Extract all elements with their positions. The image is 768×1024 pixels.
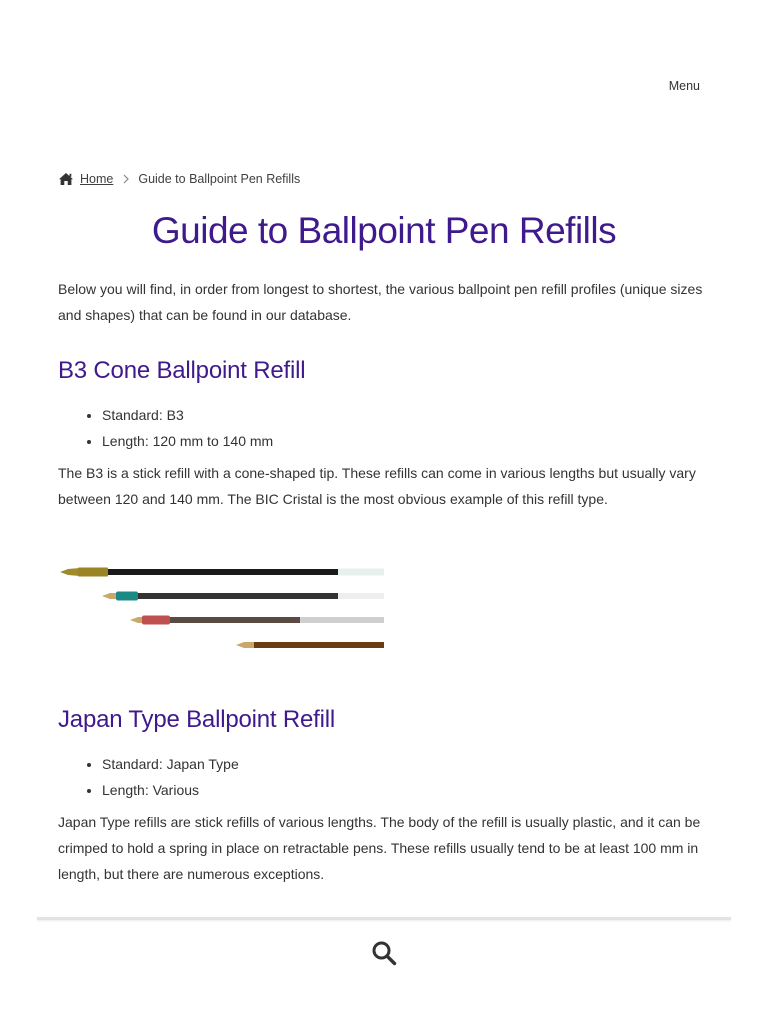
breadcrumb	[58, 172, 300, 186]
intro-paragraph: Below you will find, in order from longest to shortest, the various ballpoint pen refill profiles (unique sizes and shapes) that can be found in our database.	[58, 281, 703, 323]
section-description-b3: The B3 is a stick refill with a cone-shaped tip. These refills can come in various lengths but usually vary between 120 and 140 mm. The BIC Cristal is the most obvious example of this refill type.	[58, 465, 696, 507]
b3-refills-image	[58, 560, 388, 670]
section-title-japan: Japan Type Ballpoint Refill	[58, 706, 335, 733]
refill-4	[236, 642, 384, 648]
section-title-b3: B3 Cone Ballpoint Refill	[58, 357, 306, 384]
section-description-japan: Japan Type refills are stick refills of various lengths. The body of the refill is usually plastic, and it can be crimped to hold a spring in place on retractable pens. These refills usually tend to be at least 100 mm in length, but there are numerous exceptions.	[58, 814, 701, 882]
breadcrumb-home-link[interactable]: Home	[80, 172, 114, 186]
spec-list-b3	[58, 402, 710, 454]
spec-item: • Length: 120 mm to 140 mm	[102, 428, 710, 454]
menu-button[interactable]: Menu	[668, 79, 700, 93]
spec-item: • Length: Various	[102, 777, 710, 803]
spec-item: • Standard: B3	[102, 402, 710, 428]
spec-item: • Standard: Japan Type	[102, 751, 710, 777]
footer-divider	[37, 917, 731, 920]
refill-2	[102, 592, 384, 601]
home-icon	[58, 172, 74, 186]
article-content	[58, 276, 710, 887]
spec-list-japan	[58, 751, 710, 803]
refill-3	[130, 616, 384, 625]
chevron-right-icon	[122, 174, 130, 184]
page-title: Guide to Ballpoint Pen Refills	[151, 210, 617, 251]
refill-1	[60, 568, 384, 577]
site-header	[0, 0, 768, 150]
search-icon[interactable]	[371, 940, 397, 966]
breadcrumb-current: Guide to Ballpoint Pen Refills	[138, 172, 301, 186]
